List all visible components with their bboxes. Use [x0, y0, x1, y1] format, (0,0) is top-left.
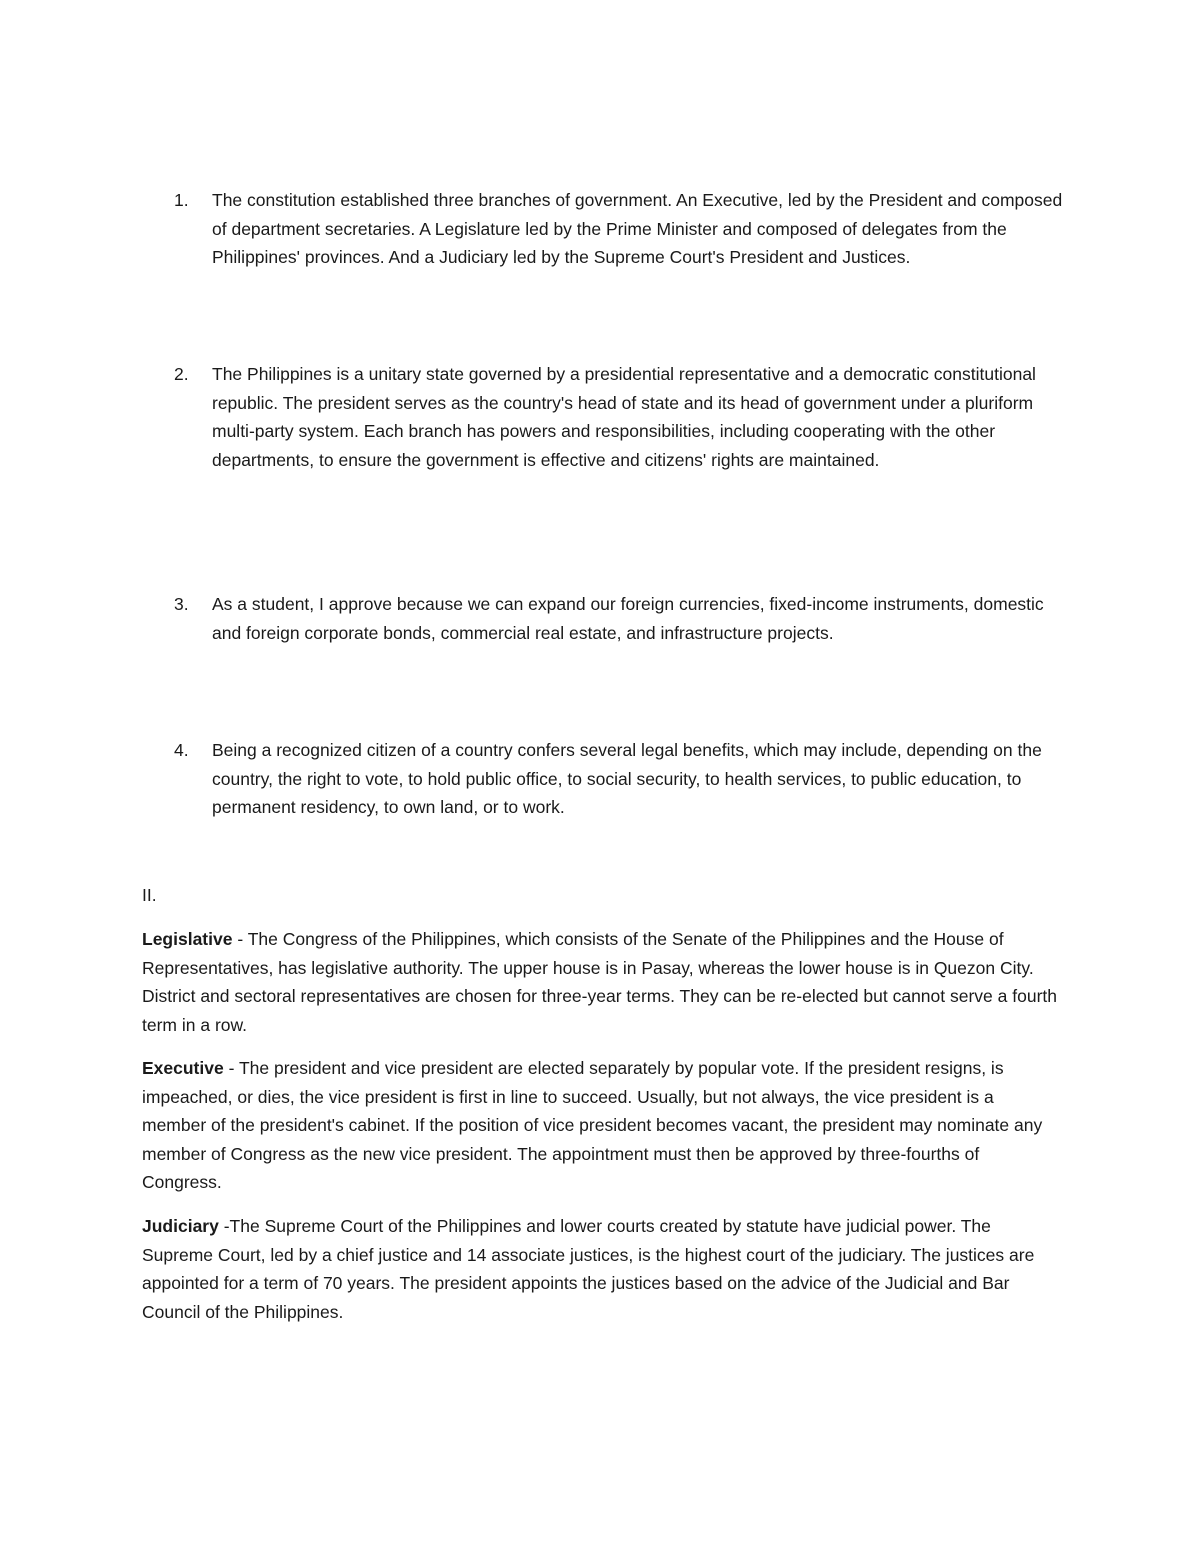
- list-item-text: As a student, I approve because we can expand our foreign currencies, fixed-income instruments, domestic and foreign corporate bonds, commercial real estate, and infrastructure projects.: [212, 594, 1044, 643]
- list-item-text: Being a recognized citizen of a country confers several legal benefits, which may include, depending on the country, the right to vote, to hold public office, to social security, to health services, to public education, to permanent residency, to own land, or to work.: [212, 740, 1042, 818]
- executive-term: Executive: [142, 1058, 224, 1078]
- executive-paragraph: [142, 1054, 1062, 1197]
- list-item-text: The Philippines is a unitary state governed by a presidential representative and a democratic constitutional republic. The president serves as the country's head of state and its head of government under a pluriform multi-party system. Each branch has powers and responsibilities, including cooperating with the other departments, to ensure the government is effective and citizens' rights are maintained.: [212, 364, 1036, 470]
- judiciary-term: Judiciary: [142, 1216, 219, 1236]
- list-item-number: 1.: [174, 190, 189, 210]
- legislative-paragraph: [142, 925, 1062, 1039]
- executive-text: - The president and vice president are elected separately by popular vote. If the president resigns, is impeached, or dies, the vice president is first in line to succeed. Usually, but not always, the vice president is a member of the president's cabinet. If the position of vice president becomes vacant, the president may nominate any member of Congress as the new vice president. The appointment must then be approved by three-fourths of Congress.: [142, 1058, 1043, 1193]
- list-item-text: The constitution established three branches of government. An Executive, led by the President and composed of department secretaries. A Legislature led by the Prime Minister and composed of delegates from the Philippines' provinces. And a Judiciary led by the Supreme Court's President and Justices.: [212, 190, 1063, 268]
- judiciary-paragraph: [142, 1212, 1062, 1326]
- list-item-number: 2.: [174, 364, 189, 384]
- list-item-number: 4.: [174, 740, 189, 760]
- list-item-number: 3.: [174, 594, 189, 614]
- section-heading: II.: [142, 885, 157, 905]
- legislative-text: - The Congress of the Philippines, which consists of the Senate of the Philippines and the House of Representatives, has legislative authority. The upper house is in Pasay, whereas the lower house is in Quezon City. District and sectoral representatives are chosen for three-year terms. They can be re-elected but cannot serve a fourth term in a row.: [142, 929, 1057, 1035]
- legislative-term: Legislative: [142, 929, 233, 949]
- judiciary-text: -The Supreme Court of the Philippines and lower courts created by statute have judicial power. The Supreme Court, led by a chief justice and 14 associate justices, is the highest court of the judiciary. The justices are appointed for a term of 70 years. The president appoints the justices based on the advice of the Judicial and Bar Council of the Philippines.: [142, 1216, 1035, 1322]
